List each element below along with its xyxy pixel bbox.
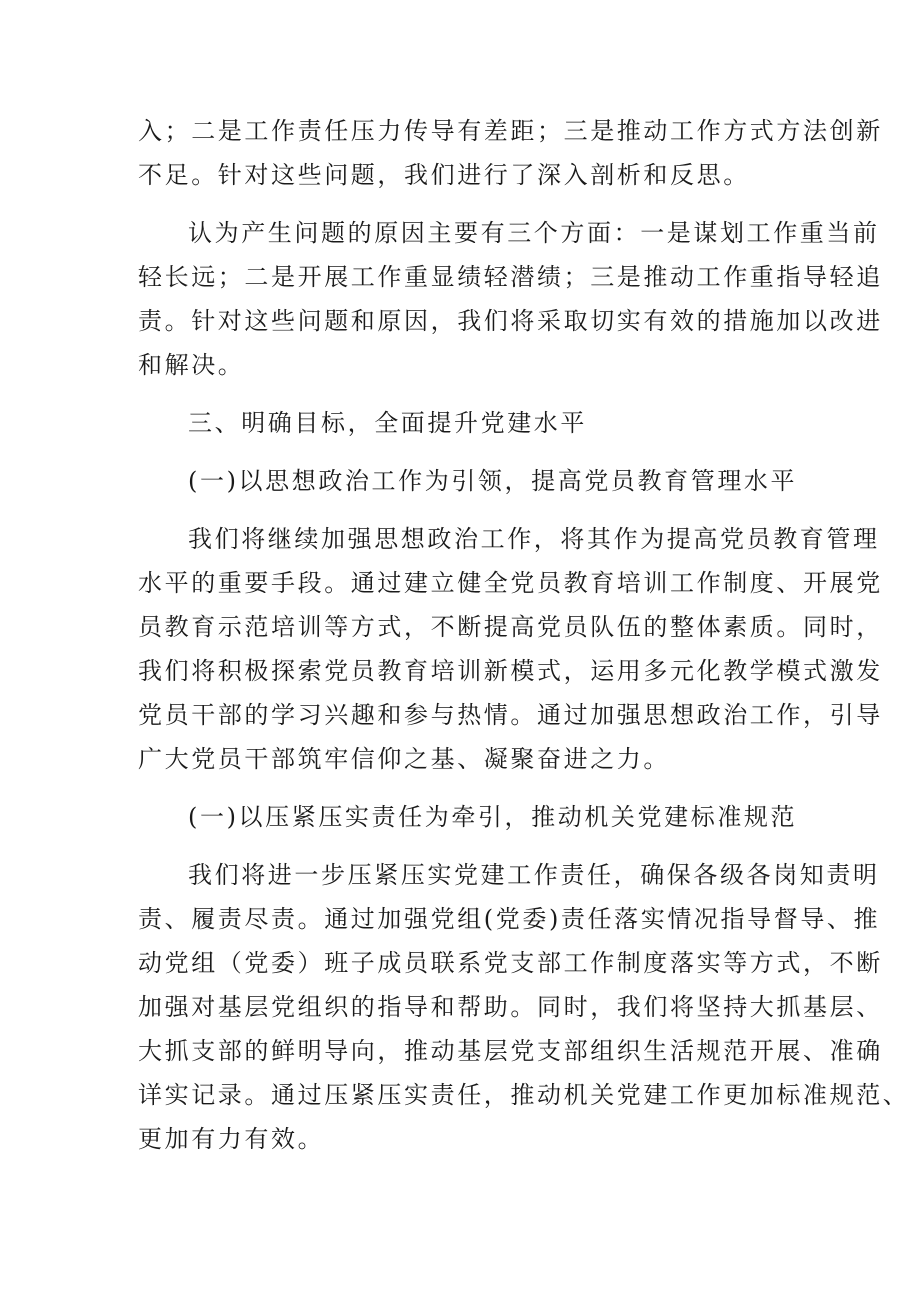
paragraph-causes: [138, 211, 883, 387]
text-line: 我们将继续加强思想政治工作，将其作为提高党员教育管理: [188, 525, 880, 553]
text-line: 入；二是工作责任压力传导有差距；三是推动工作方式方法创新: [138, 117, 883, 145]
text-line: 不足。针对这些问题，我们进行了深入剖析和反思。: [138, 161, 750, 189]
text-line: 我们将积极探索党员教育培训新模式，运用多元化教学模式激发: [138, 657, 883, 685]
subheading-line: (一)以思想政治工作为引领，提高党员教育管理水平: [188, 467, 798, 495]
text-line: 详实记录。通过压紧压实责任，推动机关党建工作更加标准规范、: [138, 1081, 910, 1109]
text-line: 责、履责尽责。通过加强党组(党委)责任落实情况指导督导、推: [138, 905, 881, 933]
subheading-line: (一)以压紧压实责任为牵引，推动机关党建标准规范: [188, 803, 798, 831]
text-line: 水平的重要手段。通过建立健全党员教育培训工作制度、开展党: [138, 569, 883, 597]
text-line: 轻长远；二是开展工作重显绩轻潜绩；三是推动工作重指导轻追: [138, 263, 883, 291]
text-line: 加强对基层党组织的指导和帮助。同时，我们将坚持大抓基层、: [138, 993, 883, 1021]
text-line: 员教育示范培训等方式，不断提高党员队伍的整体素质。同时，: [138, 613, 883, 641]
subsection-heading-2: [138, 795, 818, 839]
text-line: 责。针对这些问题和原因，我们将采取切实有效的措施加以改进: [138, 307, 883, 335]
text-line: 认为产生问题的原因主要有三个方面：一是谋划工作重当前: [188, 219, 880, 247]
subsection-heading-1: [138, 459, 818, 503]
heading-line: 三、明确目标，全面提升党建水平: [188, 409, 587, 437]
section-heading: [138, 401, 818, 445]
text-line: 我们将进一步压紧压实党建工作责任，确保各级各岗知责明: [188, 861, 880, 889]
paragraph-gap: [138, 839, 818, 853]
document-body: [138, 109, 910, 1161]
paragraph-education: [138, 517, 883, 781]
text-line: 更加有力有效。: [138, 1125, 325, 1153]
paragraph-continuation: [138, 109, 883, 197]
text-line: 动党组（党委）班子成员联系党支部工作制度落实等方式，不断: [138, 949, 883, 977]
text-line: 党员干部的学习兴趣和参与热情。通过加强思想政治工作，引导: [138, 701, 883, 729]
paragraph-gap: [138, 445, 818, 459]
paragraph-gap: [138, 387, 818, 401]
paragraph-gap: [138, 781, 818, 795]
text-line: 广大党员干部筑牢信仰之基、凝聚奋进之力。: [138, 745, 670, 773]
paragraph-gap: [138, 503, 818, 517]
paragraph-responsibility: [138, 853, 910, 1161]
text-line: 大抓支部的鲜明导向，推动基层党支部组织生活规范开展、准确: [138, 1037, 883, 1065]
text-line: 和解决。: [138, 351, 245, 379]
paragraph-gap: [138, 197, 818, 211]
